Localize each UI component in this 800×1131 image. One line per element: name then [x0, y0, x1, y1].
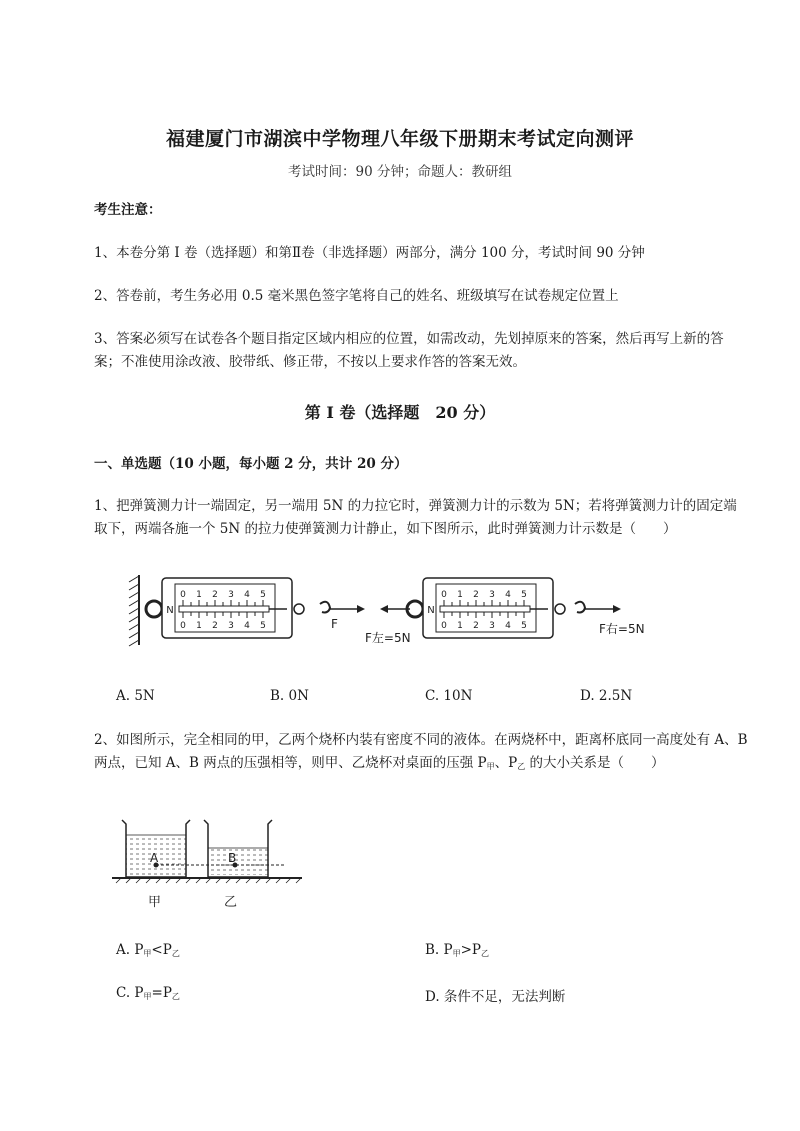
notice-heading: 考生注意：	[94, 202, 162, 218]
q2-option-c[interactable]: C. $P_甲=P_乙$	[116, 985, 180, 1001]
right-hook	[575, 602, 585, 613]
left-top-digit-4: 4	[244, 590, 250, 600]
left-bottom-digit-1: 1	[196, 621, 202, 631]
right-top-digit-1: 1	[457, 590, 463, 600]
arrow-right-head-2	[613, 605, 621, 613]
right-bottom-digit-5: 5	[521, 621, 527, 631]
label-f: F	[331, 617, 338, 631]
beaker-figure	[112, 812, 302, 912]
liquid-yi	[208, 848, 268, 875]
left-bottom-digit-4: 4	[244, 621, 250, 631]
part-heading: 一、单选题（10 小题，每小题 2 分，共计 20 分）	[94, 456, 408, 472]
right-bottom-digit-4: 4	[505, 621, 511, 631]
arrow-right-head	[357, 605, 365, 613]
left-bottom-digit-5: 5	[260, 621, 266, 631]
right-unit-n: N	[427, 605, 435, 616]
left-bottom-digit-2: 2	[212, 621, 218, 631]
notice-item-2: 2、答卷前，考生务必用 0.5 毫米黑色签字笔将自己的姓名、班级填写在试卷规定位置上	[94, 288, 619, 304]
right-hook-eye	[555, 604, 565, 614]
left-top-digit-5: 5	[260, 590, 266, 600]
left-bottom-digit-3: 3	[228, 621, 234, 631]
right-top-digit-0: 0	[441, 590, 447, 600]
left-top-digit-1: 1	[196, 590, 202, 600]
arrow-left-head	[380, 605, 388, 613]
exam-info: 考试时间：90 分钟；命题人：教研组	[288, 164, 512, 180]
right-top-digit-3: 3	[489, 590, 495, 600]
label-yi: 乙	[224, 895, 238, 910]
right-bottom-digit-2: 2	[473, 621, 479, 631]
right-bottom-digit-1: 1	[457, 621, 463, 631]
right-bottom-digit-0: 0	[441, 621, 447, 631]
left-bottom-digit-0: 0	[180, 621, 186, 631]
wall-hatching	[129, 576, 139, 646]
left-hook	[320, 602, 330, 613]
question-2-stem: 2、如图所示，完全相同的甲，乙两个烧杯内装有密度不同的液体。在两烧杯中，距离杯底同一高度处有 A、B 两点，已知 A、B 两点的压强相等，则甲、乙烧杯对桌面的压强 $P_甲$、$P_乙$ 的大小关系是（ ）	[94, 732, 748, 771]
right-top-digit-2: 2	[473, 590, 479, 600]
left-top-digit-2: 2	[212, 590, 218, 600]
left-top-digit-0: 0	[180, 590, 186, 600]
left-ring	[146, 601, 162, 617]
notice-item-1: 1、本卷分第 I 卷（选择题）和第Ⅱ卷（非选择题）两部分，满分 100 分，考试时间 90 分钟	[94, 245, 645, 261]
point-b-label: B	[228, 851, 237, 865]
q1-option-c[interactable]: C. 10N	[425, 688, 473, 704]
q1-option-a[interactable]: A. 5N	[116, 688, 155, 704]
label-f-right: F右=5N	[599, 622, 645, 636]
page-title: 福建厦门市湖滨中学物理八年级下册期末考试定向测评	[165, 128, 634, 150]
right-top-digit-4: 4	[505, 590, 511, 600]
label-f-left: F左=5N	[365, 631, 411, 645]
spring-scale-figure	[125, 570, 665, 650]
q2-option-d[interactable]: D. 条件不足，无法判断	[425, 989, 566, 1005]
section-title: 第 I 卷（选择题 20 分）	[304, 403, 496, 422]
q2-option-b[interactable]: B. $P_甲>P_乙$	[425, 942, 489, 958]
left-top-digit-3: 3	[228, 590, 234, 600]
right-top-digit-5: 5	[521, 590, 527, 600]
question-1-stem: 1、把弹簧测力计一端固定，另一端用 5N 的力拉它时，弹簧测力计的示数为 5N；若将弹簧测力计的固定端取下，两端各施一个 5N 的拉力使弹簧测力计静止，如下图所示，此时弹簧测力计示数是（ ）	[94, 498, 737, 537]
right-bottom-digit-3: 3	[489, 621, 495, 631]
left-hook-eye	[294, 604, 304, 614]
label-jia: 甲	[148, 895, 162, 910]
point-a-label: A	[150, 851, 159, 865]
notice-item-3: 3、答案必须写在试卷各个题目指定区域内相应的位置，如需改动，先划掉原来的答案，然后再写上新的答案；不准使用涂改液、胶带纸、修正带，不按以上要求作答的答案无效。	[94, 331, 724, 370]
q2-option-a[interactable]: A. $P_甲<P_乙$	[116, 942, 180, 958]
left-unit-n: N	[166, 605, 174, 616]
q1-option-b[interactable]: B. 0N	[270, 688, 309, 704]
q1-option-d[interactable]: D. 2.5N	[580, 688, 633, 704]
